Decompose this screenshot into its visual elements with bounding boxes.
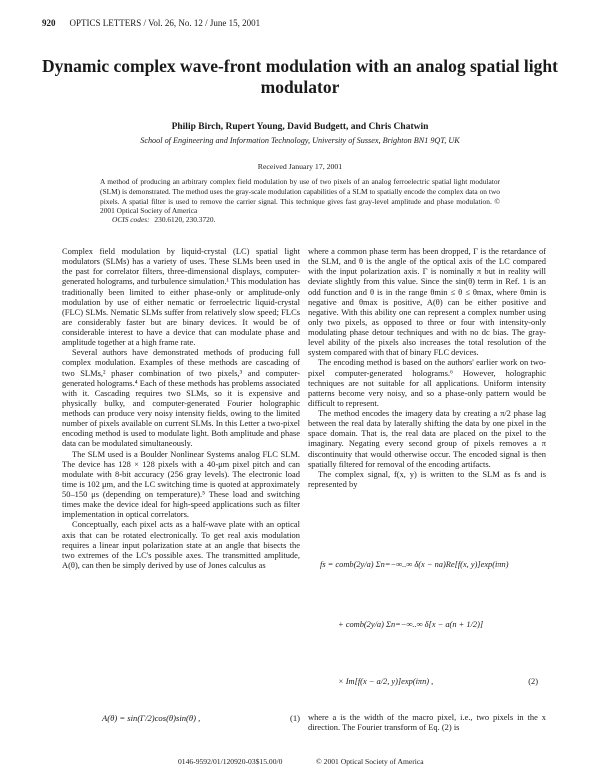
affiliation: School of Engineering and Information Technology, University of Sussex, Brighton BN1 9QT, UK xyxy=(140,136,460,145)
paragraph: where a common phase term has been dropped, Γ is the retardance of the SLM, and θ is the angle of the optical axis of the LC compared with the input polarization axis. Γ is nominally π but in reality will deviate slightly from this value. Since the sin(θ) term in Ref. 1 is an odd function and θ is in the range θmin ≤ θ ≤ θmax, where θmin is negative and θmax is positive, A(θ) can be either positive and negative. With this ability one can represent a complex number using only two pixels, as opposed to three or four with intensity-only modulating phase detour techniques and with no dc bias. The gray-level ability of the pixels also increases the total resolution of the system compared with that of binary FLC devices. xyxy=(308,246,546,358)
equation-2-term-3: × Im[f(x − a/2, y)]exp(iπn) , xyxy=(338,677,434,686)
paragraph: Several authors have demonstrated methods of producing full complex modulation. Examples of these methods are cascading of two SLMs,² phaser combination of two pixels,³ and computer-generated holograms.⁴ Each of these methods has problems associated with it. Cascading requires two SLMs, so it is expensive and physically bulky, and computer-generated Fourier holographic methods can produce very noisy intensity fields, owing to the limited number of pixels available on current SLMs. In this Letter a two-pixel encoding method is used to modulate light. Both amplitude and phase data can be modulated simultaneously. xyxy=(62,347,300,449)
paragraph: Conceptually, each pixel acts as a half-wave plate with an optical axis that can be rotated electronically. To get real axis modulation requires a linear input polarization state at an angle that bisects the two extremes of the LC's possible axes. The transmitted amplitude, A(θ), can then be simply derived by use of Jones calculus as xyxy=(62,519,300,570)
equation-2-term-1: fs = comb(2y/a) Σn=−∞..∞ δ(x − na)Re[f(x, y)]exp(iπn) xyxy=(320,560,509,569)
ocis-codes xyxy=(112,215,215,224)
article-title: Dynamic complex wave-front modulation with an analog spatial light modulator xyxy=(42,56,558,97)
equation-2-term-2: + comb(2y/a) Σn=−∞..∞ δ[x − a(n + 1/2)] xyxy=(338,620,484,629)
paragraph: The SLM used is a Boulder Nonlinear Systems analog FLC SLM. The device has 128 × 128 pixels with a 40-μm pixel pitch and can modulate with 8-bit accuracy (256 gray levels). The electronic load time is 102 μm, and the LC switching time is quoted at approximately 50–150 μs (depending on temperature).⁵ These load and switching times make the device ideal for high-speed applications such as filter implementation in optical correlators. xyxy=(62,448,300,520)
page-number: 920 xyxy=(42,18,56,28)
copyright-notice: © 2001 Optical Society of America xyxy=(316,757,424,766)
paragraph: Complex field modulation by liquid-crystal (LC) spatial light modulators (SLMs) has a variety of uses. These SLMs been used in the past for correlator filters, three-dimensional displays, computer-generated holograms, and turbulence simulation.¹ This modulation has traditionally been limited to either phase-only or amplitude-only modulation by use of either nematic or ferroelectric liquid-crystal (FLC) SLMs. Nematic SLMs suffer from relatively slow speed; FLCs are considerably faster but are binary devices. It would be of considerable interest to have a device that can modulate phase and amplitude together at a high frame rate. xyxy=(62,246,300,348)
issn-code: 0146-9592/01/120920-03$15.00/0 xyxy=(178,757,283,766)
equation-2-number: (2) xyxy=(528,677,538,686)
journal-citation: OPTICS LETTERS / Vol. 26, No. 12 / June 15, 2001 xyxy=(69,18,261,28)
right-column xyxy=(308,246,546,489)
ocis-label: OCIS codes: xyxy=(112,215,150,224)
ocis-values: 230.6120, 230.3720. xyxy=(154,215,216,224)
paragraph-after-equation-2: where a is the width of the macro pixel, i.e., two pixels in the x direction. The Fourier transform of Eq. (2) is xyxy=(308,712,546,733)
equation-1-number: (1) xyxy=(289,713,300,723)
equation-1-body: A(θ) = sin(Γ/2)cos(θ)sin(θ) , xyxy=(102,713,201,723)
paragraph: The complex signal, f(x, y) is written to the SLM as fs and is represented by xyxy=(308,468,546,489)
paragraph: The method encodes the imagery data by creating a π/2 phase lag between the real data by laterally shifting the data by one pixel in the space domain. That is, the real data are placed on the pixel to the imaginary. Negating every second group of pixels removes a π discontinuity that would otherwise occur. The encoded signal is then spatially filtered for removal of the encoding artifacts. xyxy=(308,408,546,469)
received-date: Received January 17, 2001 xyxy=(257,162,343,171)
running-header xyxy=(42,18,260,28)
author-list: Philip Birch, Rupert Young, David Budgett, and Chris Chatwin xyxy=(171,122,429,132)
left-column xyxy=(62,246,300,570)
paragraph: The encoding method is based on the authors' earlier work on two-pixel computer-generated holograms.⁶ However, holographic techniques are not suitable for all applications. Uniform intensity patterns become very noisy, and so a phase-only pattern would be difficult to represent. xyxy=(308,357,546,408)
abstract: A method of producing an arbitrary complex field modulation by use of two pixels of an analog ferroelectric spatial light modulator (SLM) is demonstrated. The method uses the gray-scale modulation capabilities of a SLM to spatially encode the complex data on two pixels. A spatial filter is used to remove the carrier signal. This technique gives fast gray-level amplitude and phase modulation. © 2001 Optical Society of America xyxy=(100,177,500,216)
